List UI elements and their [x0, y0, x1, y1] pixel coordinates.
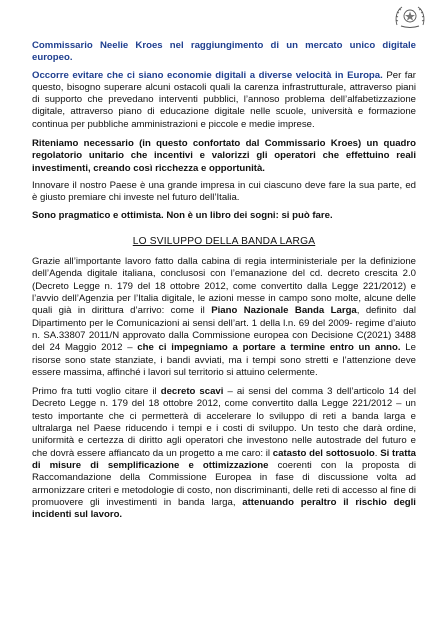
body-text: Grazie all’importante lavoro fatto dalla cabina di regia interministeriale per la definizione dell’Agenda digitale italiana, conclusosi con l’emanazione del cd. decreto crescita 2.0 (Decreto Legge n. 179 del 18 ottobre 2012, come convertito dalla Legge 221/2012) e l’avvio dell’Agenzia per l’Italia digitale, le azioni messe in campo sono molte, alcune delle quali già in dirittura d’arrivo: come il — [32, 256, 416, 317]
bold-text: Piano Nazionale Banda Larga — [211, 305, 357, 317]
bold-text: decreto scavi — [160, 386, 224, 398]
bold-text: Commissario Neelie Kroes nel raggiungimento di un mercato unico digitale europeo. — [32, 40, 416, 64]
bold-text: catasto del sottosuolo — [272, 447, 375, 459]
paragraph-innovate — [32, 180, 416, 205]
paragraph-pragmatic — [32, 210, 416, 222]
bold-text: che ci impegniamo a portare a termine entro un anno. — [137, 342, 401, 354]
body-text: . — [374, 447, 381, 459]
body-text: coerenti con la proposta di Raccomandazione della Commissione Europea in fase di discussione volta ad armonizzare criteri e metodologie di costo, non discriminanti, delle reti di accesso al fine di promuovere gli investimenti in banda larga, — [32, 459, 416, 508]
bold-text: Occorre evitare che ci siano economie digitali a diverse velocità in Europa. — [32, 69, 383, 81]
paragraph-decreto-scavi — [32, 386, 416, 521]
paragraph-kroes-market — [32, 40, 416, 65]
section-title: LO SVILUPPO DELLA BANDA LARGA — [132, 235, 316, 247]
bold-text: attenuando peraltro il rischio degli incidenti sul lavoro. — [32, 496, 416, 521]
paragraph-broadband-plan — [32, 256, 416, 379]
paragraph-regulatory-framework — [32, 138, 416, 175]
body-text: Innovare il nostro Paese è una grande impresa in cui ciascuno deve fare la sua parte, ed è giusto premiare chi investe nel futuro dell’Italia. — [32, 179, 416, 204]
bold-text: Riteniamo necessario (in questo confortato dal Commissario Kroes) un quadro regolatorio unitario che incentivi e valorizzi gli operatori che effettuino reali investimenti, creando così ricchezza e opportunità. — [32, 138, 416, 174]
body-text: Le risorse sono state stanziate, i bandi avviati, ma i tempi sono stretti e l’attenzione deve essere massima, affinché i lavori sul territorio si attuino celermente. — [32, 342, 416, 378]
italian-republic-emblem — [393, 3, 427, 29]
paragraph-digital-economies — [32, 70, 416, 131]
body-text: – ai sensi del comma 3 dell’articolo 14 del Decreto Legge n. 179 del 18 ottobre 2012, come convertito dalla Legge 221/2012 – un testo importante che ci permetterà di accelerare lo sviluppo di reti a banda larga e ultralarga nel Paese riducendo i tempi e i costi di sviluppo. Un testo che darà ordine, uniformità e certezza di diritto agli operatori che investono nelle autostrade del futuro e che dovrà essere affiancato da un progetto a me caro: il — [32, 386, 416, 459]
body-text: , definito dal Dipartimento per le Comunicazioni ai sensi dell’art. 1 della l.n. 69 del 2009- regime d’aiuto n. SA.33807 2011/N approvato dalla Commissione europea con Decisione C(2021) 3488 del 24 Maggio 2012 – — [32, 305, 416, 354]
bold-text: Sono pragmatico e ottimista. Non è un libro dei sogni: si può fare. — [32, 209, 333, 221]
body-text: Primo fra tutti voglio citare il — [32, 386, 161, 398]
bold-text: Si tratta di misure di semplificazione e ottimizzazione — [32, 447, 416, 471]
document-page — [32, 40, 416, 528]
body-text: Per far questo, bisogno superare alcuni ostacoli quali la carenza infrastrutturale, attraverso piani di supporto che prevedano interventi pubblici, l’annoso problema dell’alfabetizzazione digitale, attraverso piano di educazione digitale nelle scuole, università e formazione continua per pubbliche amministrazioni e piccole e medie imprese. — [32, 69, 416, 130]
